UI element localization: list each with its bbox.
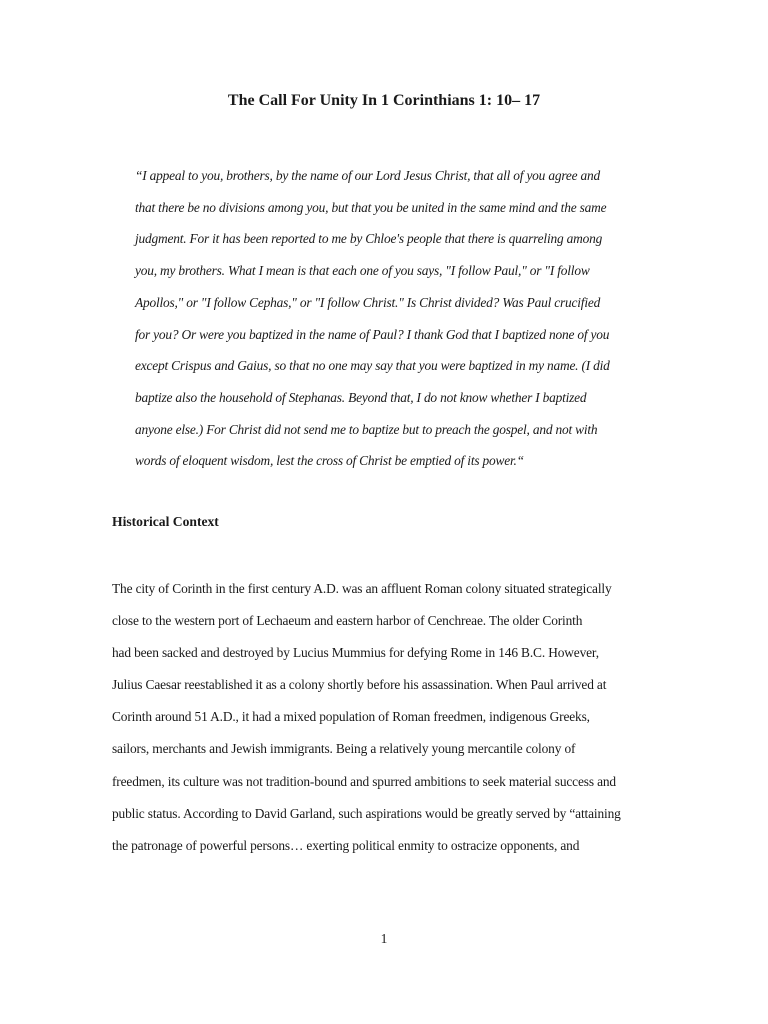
body-paragraph — [112, 573, 657, 862]
quote-line: judgment. For it has been reported to me by Chloe's people that there is quarreling among — [135, 231, 603, 247]
section-heading: Historical Context — [112, 514, 219, 529]
body-line: sailors, merchants and Jewish immigrants. Being a relatively young mercantile colony of — [112, 741, 576, 757]
body-line: had been sacked and destroyed by Lucius Mummius for defying Rome in 146 B.C. However, — [112, 645, 599, 661]
quote-line: words of eloquent wisdom, lest the cross of Christ be emptied of its power.“ — [135, 453, 524, 469]
quote-line: except Crispus and Gaius, so that no one may say that you were baptized in my name. (I did — [135, 358, 610, 374]
document-title: The Call For Unity In 1 Corinthians 1: 10– 17 — [227, 92, 541, 109]
body-line: the patronage of powerful persons… exerting political enmity to ostracize opponents, and — [112, 837, 580, 853]
body-line: Corinth around 51 A.D., it had a mixed population of Roman freedmen, indigenous Greeks, — [112, 709, 590, 725]
page-number: 1 — [380, 931, 388, 946]
quote-line: Apollos," or "I follow Cephas," or "I follow Christ." Is Christ divided? Was Paul crucified — [135, 294, 601, 310]
body-line: public status. According to David Garland, such aspirations would be greatly served by “attaining — [112, 805, 621, 821]
scripture-quote — [135, 160, 635, 477]
body-line: Julius Caesar reestablished it as a colony shortly before his assassination. When Paul arrived at — [112, 677, 607, 693]
body-line: close to the western port of Lechaeum and eastern harbor of Cenchreae. The older Corinth — [112, 613, 583, 629]
quote-line: anyone else.) For Christ did not send me to baptize but to preach the gospel, and not with — [135, 421, 598, 437]
body-line: The city of Corinth in the first century A.D. was an affluent Roman colony situated strategically — [112, 581, 612, 596]
quote-line: baptize also the household of Stephanas. Beyond that, I do not know whether I baptized — [135, 389, 587, 405]
quote-line: for you? Or were you baptized in the name of Paul? I thank God that I baptized none of you — [135, 326, 610, 342]
quote-line: “I appeal to you, brothers, by the name of our Lord Jesus Christ, that all of you agree and — [135, 168, 600, 183]
quote-line: you, my brothers. What I mean is that each one of you says, "I follow Paul," or "I follow — [135, 263, 590, 279]
quote-line: that there be no divisions among you, but that you be united in the same mind and the same — [135, 199, 607, 215]
body-line: freedmen, its culture was not tradition-bound and spurred ambitions to seek material success and — [112, 773, 616, 789]
